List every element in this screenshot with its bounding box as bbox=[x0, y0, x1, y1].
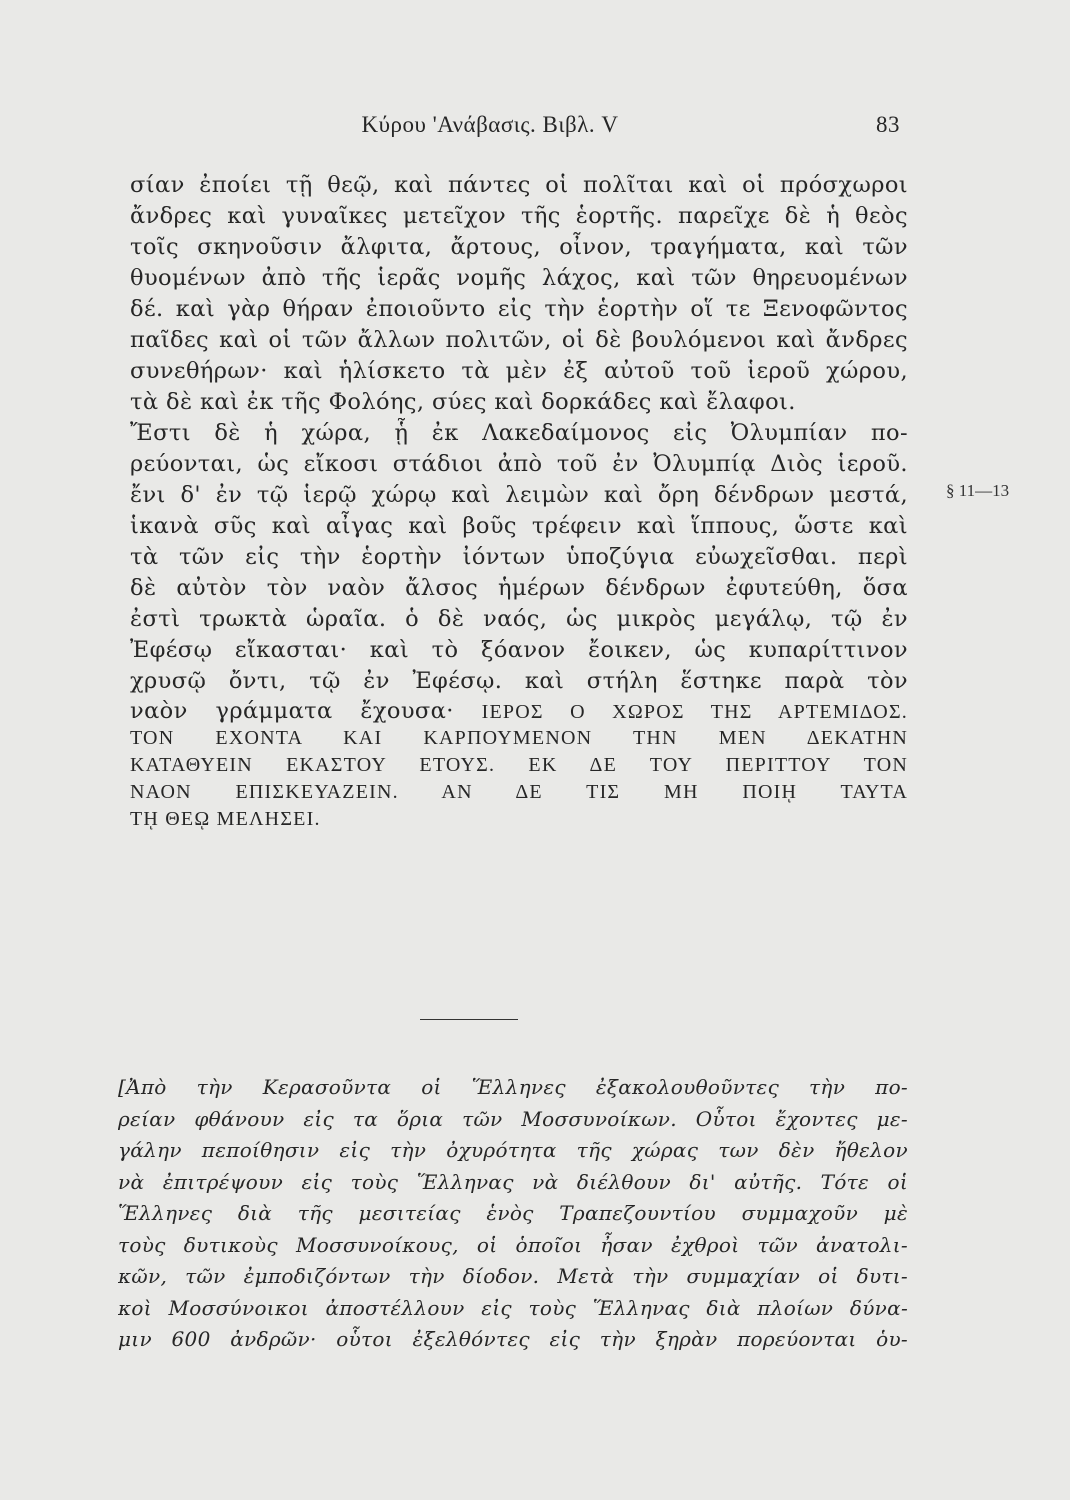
text-line: ἐστὶ τρωκτὰ ὡραῖα. ὁ δὲ ναός, ὡς μικρὸς μεγάλῳ, τῷ ἐν bbox=[130, 606, 908, 632]
text-line: τὰ τῶν εἰς τὴν ἑορτὴν ἰόντων ὑποζύγια εὐωχεῖσθαι. περὶ bbox=[130, 544, 908, 570]
summary-line: μιν 600 ἀνδρῶν· οὗτοι ἐξελθόντες εἰς τὴν ξηρὰν πορεύονται ὁυ- bbox=[118, 1327, 908, 1351]
text-line: δὲ αὐτὸν τὸν ναὸν ἄλσος ἡμέρων δένδρων ἐφυτεύθη, ὅσα bbox=[130, 575, 908, 601]
summary-line: γάλην πεποίθησιν εἰς τὴν ὀχυρότητα τῆς χώρας των δὲν ἤθελον bbox=[118, 1138, 908, 1162]
text-line: δέ. καὶ γὰρ θήραν ἐποιοῦντο εἰς τὴν ἑορτὴν οἵ τε Ξενοφῶντος bbox=[130, 296, 908, 322]
summary-line: ρείαν φθάνουν εἰς τα ὅρια τῶν Μοσσυνοίκων. Οὗτοι ἔχοντες με- bbox=[118, 1106, 908, 1131]
inscription-start: ΙΕΡΟΣ Ο ΧΩΡΟΣ ΤΗΣ ΑΡΤΕΜΙΔΟΣ. bbox=[481, 701, 908, 723]
summary-text bbox=[118, 1072, 908, 1356]
summary-line: κῶν, τῶν ἐμποδιζόντων τὴν δίοδον. Μετὰ τὴν συμμαχίαν οἱ δυτι- bbox=[118, 1264, 908, 1288]
text-line: παῖδες καὶ οἱ τῶν ἄλλων πολιτῶν, οἱ δὲ βουλόμενοι καὶ ἄνδρες bbox=[130, 327, 908, 353]
inscription-intro: ναὸν γράμματα ἔχουσα· bbox=[130, 698, 454, 724]
text-line: σίαν ἐποίει τῇ θεῷ, καὶ πάντες οἱ πολῖται καὶ οἱ πρόσχωροι bbox=[130, 172, 908, 198]
text-line: τὰ δὲ καὶ ἐκ τῆς Φολόης, σύες καὶ δορκάδες καὶ ἔλαφοι. bbox=[130, 389, 796, 415]
inscription-line: ΝΑΟΝ ΕΠΙΣΚΕΥΑΖΕΙΝ. ΑΝ ΔΕ ΤΙΣ ΜΗ ΠΟΙῌ ΤΑΥΤΑ bbox=[130, 781, 908, 803]
section-divider bbox=[420, 1019, 518, 1020]
text-line: ἄνδρες καὶ γυναῖκες μετεῖχον τῆς ἑορτῆς. παρεῖχε δὲ ἡ θεὸς bbox=[130, 203, 908, 229]
text-line: τοῖς σκηνοῦσιν ἄλφιτα, ἄρτους, οἶνον, τραγήματα, καὶ τῶν bbox=[130, 234, 908, 260]
page-number: 83 bbox=[876, 112, 900, 137]
inscription-line: ΚΑΤΑΘΥΕΙΝ ΕΚΑΣΤΟΥ ΕΤΟΥΣ. ΕΚ ΔΕ ΤΟΥ ΠΕΡΙΤΤΟΥ ΤΟΝ bbox=[130, 754, 908, 776]
summary-line: [Ἀπὸ τὴν Κερασοῦντα οἱ Ἕλληνες ἐξακολουθοῦντες τὴν πο- bbox=[118, 1075, 908, 1099]
main-text bbox=[130, 170, 908, 833]
text-line: ρεύονται, ὡς εἴκοσι στάδιοι ἀπὸ τοῦ ἐν Ὀλυμπίᾳ Διὸς ἱεροῦ. bbox=[130, 451, 908, 477]
running-title: Κύρου 'Ανάβασις. Βιβλ. V bbox=[361, 112, 619, 137]
summary-line: νὰ ἐπιτρέψουν εἰς τοὺς Ἕλληνας νὰ διέλθουν δι' αὐτῆς. Τότε οἱ bbox=[118, 1169, 908, 1194]
running-header bbox=[80, 112, 900, 142]
inscription-line: ΤΟΝ ΕΧΟΝΤΑ ΚΑΙ ΚΑΡΠΟΥΜΕΝΟΝ ΤΗΝ ΜΕΝ ΔΕΚΑΤΗΝ bbox=[130, 727, 908, 749]
inscription-line: Τῌ ΘΕῼ ΜΕΛΗΣΕΙ. bbox=[130, 808, 321, 830]
text-line: Ἔστι δὲ ἡ χώρα, ᾗ ἐκ Λακεδαίμονος εἰς Ὀλυμπίαν πο- bbox=[130, 420, 908, 446]
text-line: χρυσῷ ὄντι, τῷ ἐν Ἐφέσῳ. καὶ στήλη ἕστηκε παρὰ τὸν bbox=[130, 668, 908, 694]
margin-section-note: § 11—13 bbox=[946, 481, 1010, 500]
text-line: Ἐφέσῳ εἴκασται· καὶ τὸ ξόανον ἔοικεν, ὡς κυπαρίττινον bbox=[130, 637, 908, 663]
text-line: ἔνι δ' ἐν τῷ ἱερῷ χώρῳ καὶ λειμὼν καὶ ὄρη δένδρων μεστά, bbox=[130, 482, 908, 508]
inscription-intro-line bbox=[130, 697, 908, 725]
text-line: συνεθήρων· καὶ ἡλίσκετο τὰ μὲν ἐξ αὐτοῦ τοῦ ἱεροῦ χώρου, bbox=[130, 358, 908, 384]
text-line: θυομένων ἀπὸ τῆς ἱερᾶς νομῆς λάχος, καὶ τῶν θηρευομένων bbox=[130, 265, 908, 291]
summary-line: κοὶ Μοσσύνοικοι ἀποστέλλουν εἰς τοὺς Ἕλληνας διὰ πλοίων δύνα- bbox=[118, 1295, 908, 1320]
summary-line: τοὺς δυτικοὺς Μοσσυνοίκους, οἱ ὁποῖοι ἦσαν ἐχθροὶ τῶν ἀνατολι- bbox=[118, 1232, 908, 1257]
text-line: ἱκανὰ σῦς καὶ αἶγας καὶ βοῦς τρέφειν καὶ ἵππους, ὥστε καὶ bbox=[130, 513, 908, 539]
inscription bbox=[130, 725, 908, 833]
summary-line: Ἕλληνες διὰ τῆς μεσιτείας ἑνὸς Τραπεζουντίου συμμαχοῦν μὲ bbox=[118, 1201, 908, 1225]
